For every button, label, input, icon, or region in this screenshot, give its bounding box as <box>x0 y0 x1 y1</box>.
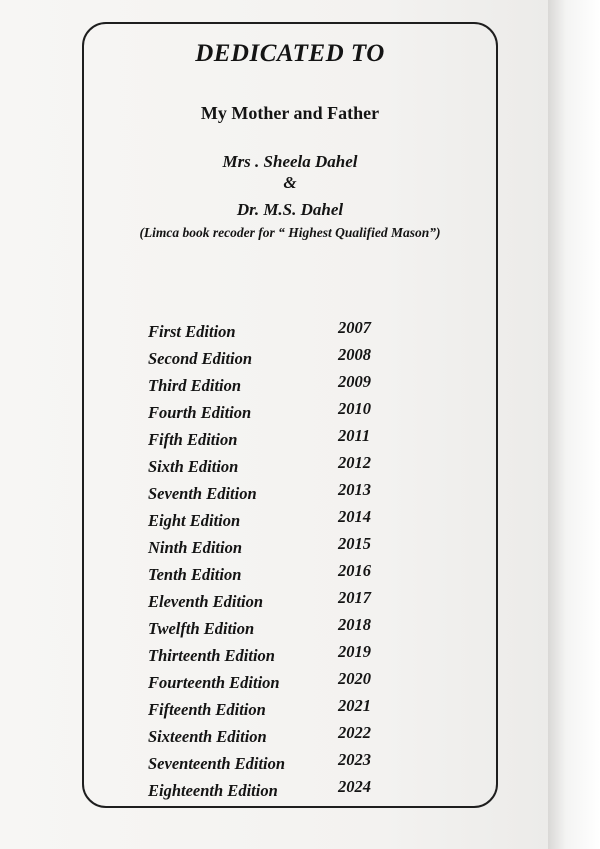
edition-name: Sixth Edition <box>148 457 239 476</box>
edition-list <box>148 318 408 804</box>
edition-year: 2018 <box>338 615 371 634</box>
edition-year: 2007 <box>338 318 371 337</box>
edition-row <box>148 318 408 345</box>
edition-row <box>148 723 408 750</box>
edition-name: Second Edition <box>148 349 253 368</box>
edition-name: Sixteenth Edition <box>148 727 267 746</box>
edition-row <box>148 399 408 426</box>
edition-name: Ninth Edition <box>148 538 242 557</box>
edition-row <box>148 669 408 696</box>
edition-year: 2010 <box>338 399 371 418</box>
edition-row <box>148 453 408 480</box>
ampersand: & <box>283 173 297 192</box>
page-title: DEDICATED TO <box>195 40 385 67</box>
edition-row <box>148 561 408 588</box>
mother-name: Mrs . Sheela Dahel <box>222 152 358 171</box>
edition-name: Third Edition <box>148 376 242 395</box>
edition-year: 2014 <box>338 507 371 526</box>
edition-name: Seventeenth Edition <box>148 754 286 773</box>
edition-name: Twelfth Edition <box>148 619 255 638</box>
edition-name: First Edition <box>148 322 236 341</box>
edition-row <box>148 534 408 561</box>
dedication-note: (Limca book recoder for “ Highest Qualified Mason”) <box>139 225 441 240</box>
dedication-line: My Mother and Father <box>200 103 380 123</box>
edition-year: 2013 <box>338 480 371 499</box>
edition-row <box>148 696 408 723</box>
edition-year: 2019 <box>338 642 371 661</box>
edition-year: 2022 <box>338 723 371 742</box>
edition-row <box>148 345 408 372</box>
edition-year: 2020 <box>338 669 371 688</box>
edition-year: 2015 <box>338 534 371 553</box>
edition-row <box>148 507 408 534</box>
edition-year: 2023 <box>338 750 371 769</box>
edition-name: Seventh Edition <box>148 484 257 503</box>
edition-year: 2008 <box>338 345 371 364</box>
edition-name: Tenth Edition <box>148 565 242 584</box>
edition-row <box>148 750 408 777</box>
edition-year: 2021 <box>338 696 371 715</box>
edition-year: 2009 <box>338 372 371 391</box>
edition-row <box>148 642 408 669</box>
edition-year: 2016 <box>338 561 371 580</box>
edition-name: Fourteenth Edition <box>148 673 280 692</box>
edition-name: Eight Edition <box>148 511 241 530</box>
edition-name: Fourth Edition <box>148 403 252 422</box>
edition-name: Thirteenth Edition <box>148 646 275 665</box>
edition-row <box>148 480 408 507</box>
edition-row <box>148 615 408 642</box>
page-fold-shadow <box>548 0 600 849</box>
edition-name: Fifth Edition <box>148 430 238 449</box>
edition-row <box>148 588 408 615</box>
edition-name: Eleventh Edition <box>148 592 264 611</box>
edition-name: Fifteenth Edition <box>148 700 266 719</box>
edition-row <box>148 426 408 453</box>
edition-year: 2012 <box>338 453 371 472</box>
father-name: Dr. M.S. Dahel <box>236 200 344 219</box>
edition-year: 2011 <box>338 426 371 445</box>
edition-name: Eighteenth Edition <box>148 781 278 800</box>
edition-row <box>148 777 408 804</box>
edition-row <box>148 372 408 399</box>
edition-year: 2024 <box>338 777 371 796</box>
edition-year: 2017 <box>338 588 371 607</box>
